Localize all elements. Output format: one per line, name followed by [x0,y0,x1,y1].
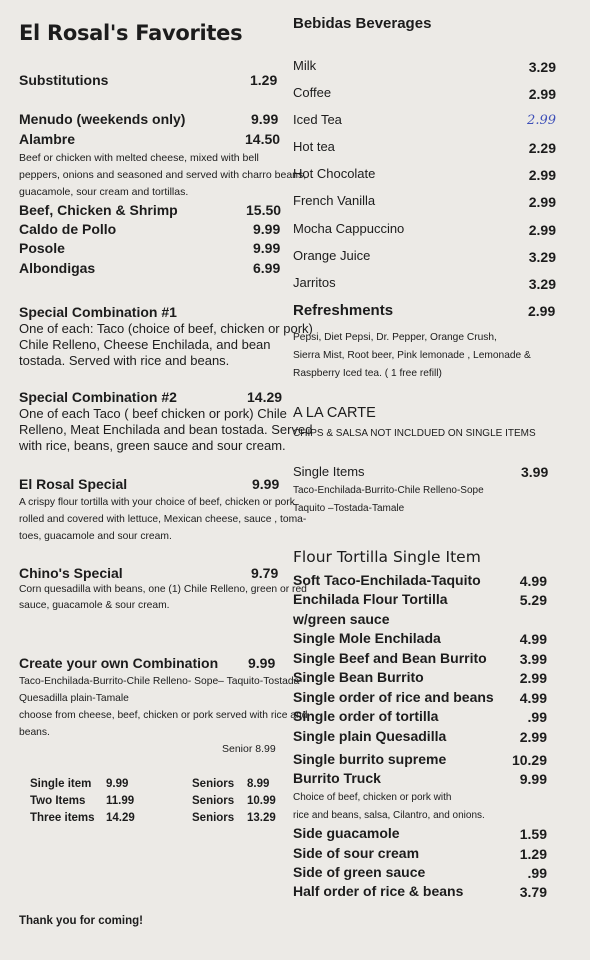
beef-shrimp-price: 15.50 [246,202,282,218]
create-combo-name: Create your own Combination [19,655,219,671]
albondigas-name: Albondigas [19,260,96,276]
menudo-name: Menudo (weekends only) [19,111,186,127]
refreshments-price: 2.99 [528,303,556,319]
flour-item-name: Single order of rice and beans [293,689,494,705]
chino-special-name: Chino's Special [19,565,123,581]
combo2-desc: One of each Taco ( beef chicken or pork) Chile Relleno, Meat Enchilada and bean tostada. Served with rice, beans, green sauce and sour cream. [19,406,313,453]
flour-item-price: 4.99 [519,573,547,589]
flour-item-name: Enchilada Flour Tortilla [293,591,448,607]
thank-you-text: Thank you for coming! [19,915,143,927]
caldo-price: 9.99 [253,221,281,237]
refreshments-name: Refreshments [293,302,394,319]
substitutions-price: 1.29 [250,72,278,88]
flour-item-price: 2.99 [519,729,547,745]
alambre-price: 14.50 [245,131,281,147]
create-combo-price: 9.99 [248,655,276,671]
combo2-price: 14.29 [247,389,283,405]
sides-item-price: 1.29 [519,846,547,862]
posole-price: 9.99 [253,240,281,256]
bev-item-price: 3.29 [528,276,556,292]
flour-item-price: 4.99 [519,690,547,706]
bev-item-name: Orange Juice [293,248,371,263]
menu-title: El Rosal's Favorites [19,21,243,45]
bev-item-price: 3.29 [528,249,556,265]
bev-item-price: 3.29 [528,59,556,75]
alambre-name: Alambre [19,131,76,147]
single-items-price: 3.99 [521,464,549,480]
bev-item-price: 2.99 [528,167,556,183]
sides-item-name: Side of sour cream [293,845,420,861]
flour-item-price: 2.99 [519,670,547,686]
flour-item-price: 5.29 [519,592,547,608]
bev-item-name: Mocha Cappuccino [293,221,405,236]
bev-item-price: 2.99 [527,113,556,128]
a-la-carte-title: A LA CARTE [293,405,376,421]
bev-item-name: Hot Chocolate [293,166,376,181]
chino-special-desc: Corn quesadilla with beans, one (1) Chile Relleno, green or red sauce, guacamole & sour cream. [19,584,307,611]
bev-item-name: Milk [293,58,317,73]
flour-item-price: 4.99 [519,631,547,647]
flour-item-price: .99 [527,709,547,725]
flour-item-price: 3.99 [519,651,547,667]
bev-item-name: French Vanilla [293,193,376,208]
beverages-title: Bebidas Beverages [293,15,432,32]
bev-item-name: Iced Tea [293,112,342,127]
menudo-price: 9.99 [251,111,279,127]
create-combo-desc: Taco-Enchilada-Burrito-Chile Relleno- Sope– Taquito-Tostada- Quesadilla plain-Tamale [19,676,303,704]
single-items-name: Single Items [293,464,365,479]
bev-item-price: 2.99 [528,222,556,238]
items-table-labels: Single item Two Items Three items [30,778,95,824]
flour-item-name: Single Mole Enchilada [293,630,441,646]
bev-item-name: Jarritos [293,275,336,290]
beef-shrimp-name: Beef, Chicken & Shrimp [19,202,178,218]
bev-item-price: 2.99 [528,86,556,102]
create-combo-desc2: choose from cheese, beef, chicken or pork served with rice and beans. [19,710,308,738]
flour-item-price: 10.29 [511,752,547,768]
single-items-desc: Taco-Enchilada-Burrito-Chile Relleno-Sope Taquito –Tostada-Tamale [293,485,484,514]
create-combo-senior: Senior 8.99 [222,743,276,755]
posole-name: Posole [19,240,65,256]
combo2-name: Special Combination #2 [19,389,177,405]
items-table-prices: 9.99 11.99 14.29 [106,778,135,824]
combo1-desc: One of each: Taco (choice of beef, chicken or pork) Chile Relleno, Cheese Enchilada, and bean tostada. Served with rice and beans. [19,321,313,368]
sides-item-name: Half order of rice & beans [293,883,464,899]
flour-item-name: Single plain Quesadilla [293,728,447,744]
flour-item-name: Single Bean Burrito [293,669,424,685]
sides-item-price: .99 [527,865,547,881]
caldo-name: Caldo de Pollo [19,221,117,237]
refreshments-desc: Pepsi, Diet Pepsi, Dr. Pepper, Orange Crush, Sierra Mist, Root beer, Pink lemonade , Lemonade & Raspberry Iced tea. ( 1 free refill) [293,332,531,379]
flour-item-name: Single Beef and Bean Burrito [293,650,487,666]
sides-item-price: 3.79 [519,884,547,900]
sides-item-price: 1.59 [519,826,547,842]
sides-item-name: Side guacamole [293,825,400,841]
flour-item-name: Burrito Truck [293,770,381,786]
chino-special-price: 9.79 [251,565,279,581]
flour-item-name: Soft Taco-Enchilada-Taquito [293,572,481,588]
rosal-special-desc: A crispy flour tortilla with your choice of beef, chicken or pork rolled and covered with lettuce, Mexican cheese, sauce , toma- toes, guacamole and sour cream. [19,497,307,542]
albondigas-price: 6.99 [253,260,281,276]
alambre-desc: Beef or chicken with melted cheese, mixed with bell peppers, onions and seasoned and served with charro beans, guacamole, sour cream and tortillas. [19,152,307,198]
flour-item-price: 9.99 [519,771,547,787]
bev-item-price: 2.99 [528,194,556,210]
items-table-senior-prices: 8.99 10.99 13.29 [247,778,276,824]
sides-item-name: Side of green sauce [293,864,426,880]
rosal-special-price: 9.99 [252,476,280,492]
bev-item-name: Hot tea [293,139,335,154]
combo1-name: Special Combination #1 [19,304,177,320]
bev-item-price: 2.29 [528,140,556,156]
substitutions-name: Substitutions [19,72,109,88]
rosal-special-name: El Rosal Special [19,476,128,492]
flour-item-name: w/green sauce [293,611,390,627]
flour-item-name: Single order of tortilla [293,708,439,724]
burrito-truck-desc: Choice of beef, chicken or pork with rice and beans, salsa, Cilantro, and onions. [293,792,485,821]
flour-tortilla-title: Flour Tortilla Single Item [293,548,481,566]
flour-item-name: Single burrito supreme [293,751,447,767]
a-la-carte-note: CHIPS & SALSA NOT INCLDUED ON SINGLE ITEMS [293,428,536,439]
items-table-senior-labels: Seniors Seniors Seniors [192,778,235,824]
bev-item-name: Coffee [293,85,332,100]
